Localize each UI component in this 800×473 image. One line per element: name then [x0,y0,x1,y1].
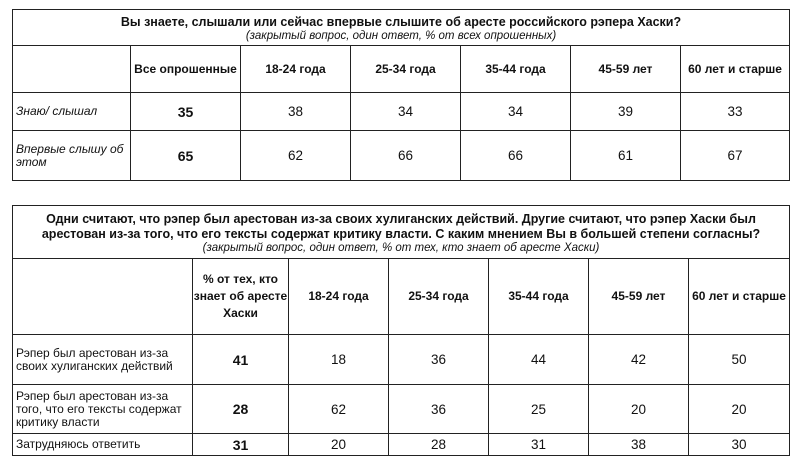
row-label: Впервые слышу об этом [13,131,131,181]
table1-subtitle: (закрытый вопрос, один ответ, % от всех опрошенных) [245,29,557,42]
table1-title: Вы знаете, слышали или сейчас впервые слышите об аресте российского рэпера Хаски? [120,14,682,29]
table2-title-cell [13,206,790,259]
table-row [13,131,790,181]
value-cell: 62 [289,385,389,434]
row-label: Знаю/ слышал [13,93,131,131]
value-cell: 34 [351,93,461,131]
table2-header-45-59: 45-59 лет [589,259,689,335]
table2-corner-cell [13,259,193,335]
value-cell: 31 [489,434,589,456]
value-cell: 44 [489,335,589,385]
table2-header-18-24: 18-24 года [289,259,389,335]
table-row [13,434,790,456]
value-cell: 36 [389,335,489,385]
value-cell: 36 [389,385,489,434]
row-label: Рэпер был арестован из-за своих хулиганских действий [13,335,193,385]
table2-header-60plus: 60 лет и старше [689,259,790,335]
value-cell-total: 31 [193,434,289,456]
table1-corner-cell [13,46,131,93]
value-cell: 34 [461,93,571,131]
value-cell: 38 [589,434,689,456]
table1-header-18-24: 18-24 года [241,46,351,93]
table2-header-35-44: 35-44 года [489,259,589,335]
table2-header-25-34: 25-34 года [389,259,489,335]
table2-title: Одни считают, что рэпер был арестован из-за своих хулиганских действий. Другие считают, что рэпер Хаски был арестован из-за того, что его тексты содержат критику власти. С каким мнением Вы в большей степени согласны? [41,211,761,241]
table2-header-aware: % от тех, кто знает об аресте Хаски [193,259,289,335]
value-cell: 33 [681,93,790,131]
table1-header-all: Все опрошенные [131,46,241,93]
value-cell-total: 41 [193,335,289,385]
table-row [13,385,790,434]
value-cell-total: 35 [131,93,241,131]
value-cell: 66 [351,131,461,181]
value-cell-total: 65 [131,131,241,181]
table-row [13,335,790,385]
value-cell: 42 [589,335,689,385]
value-cell: 61 [571,131,681,181]
value-cell: 39 [571,93,681,131]
value-cell: 25 [489,385,589,434]
table1-header-60plus: 60 лет и старше [681,46,790,93]
value-cell: 20 [689,385,790,434]
table2-subtitle: (закрытый вопрос, один ответ, % от тех, кто знает об аресте Хаски) [202,241,600,254]
table1-header-25-34: 25-34 года [351,46,461,93]
table1-header-35-44: 35-44 года [461,46,571,93]
table1-title-cell [13,10,790,46]
value-cell: 18 [289,335,389,385]
value-cell: 38 [241,93,351,131]
value-cell: 66 [461,131,571,181]
row-label: Затрудняюсь ответить [13,434,193,456]
value-cell: 20 [589,385,689,434]
awareness-table [12,9,790,181]
value-cell: 50 [689,335,790,385]
table-row [13,93,790,131]
row-label: Рэпер был арестован из-за того, что его тексты содержат критику власти [13,385,193,434]
value-cell-total: 28 [193,385,289,434]
value-cell: 67 [681,131,790,181]
table1-header-45-59: 45-59 лет [571,46,681,93]
value-cell: 30 [689,434,790,456]
arrest-reason-table [12,205,790,456]
value-cell: 20 [289,434,389,456]
value-cell: 28 [389,434,489,456]
value-cell: 62 [241,131,351,181]
